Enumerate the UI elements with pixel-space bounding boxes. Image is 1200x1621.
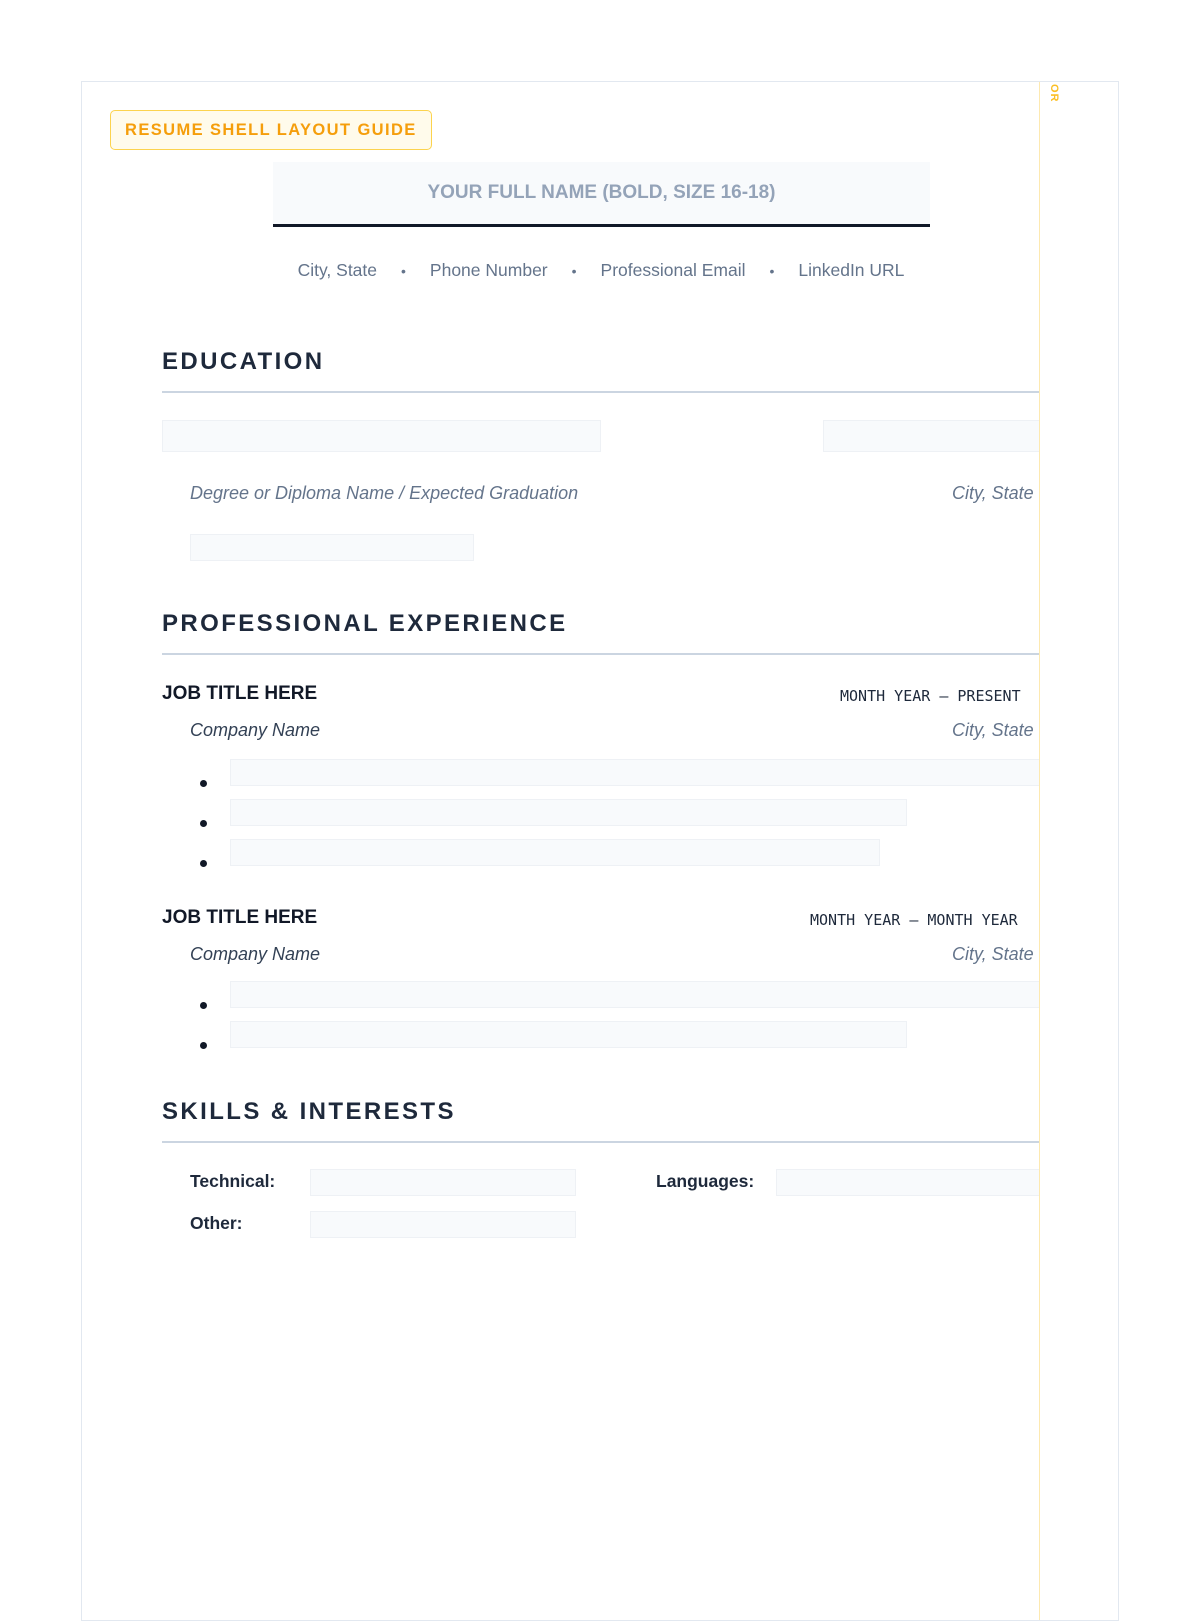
- education-dates-placeholder[interactable]: [823, 420, 1039, 452]
- bullet-text-placeholder[interactable]: [230, 799, 907, 826]
- bullet-text-placeholder[interactable]: [230, 981, 1039, 1008]
- company-name: Company Name: [190, 720, 321, 740]
- job-location: City, State: [952, 944, 1034, 964]
- education-heading: EDUCATION: [162, 348, 325, 375]
- job-dates: MONTH YEAR – PRESENT: [840, 687, 1021, 705]
- experience-heading: PROFESSIONAL EXPERIENCE: [162, 610, 568, 637]
- full-name-placeholder[interactable]: YOUR FULL NAME (BOLD, SIZE 16-18): [273, 162, 930, 227]
- contact-email: Professional Email: [600, 260, 746, 280]
- resume-page: [81, 81, 1119, 1621]
- contact-linkedin: LinkedIn URL: [798, 260, 905, 280]
- contact-phone: Phone Number: [429, 260, 548, 280]
- contact-separator: •: [769, 262, 775, 279]
- skills-heading: SKILLS & INTERESTS: [162, 1098, 456, 1125]
- education-divider: [162, 391, 1039, 393]
- school-name-placeholder[interactable]: [162, 420, 601, 452]
- bullet-point: [200, 780, 207, 787]
- bullet-text-placeholder[interactable]: [230, 759, 1039, 786]
- bullet-point: [200, 860, 207, 867]
- gpa-placeholder[interactable]: [190, 534, 474, 561]
- languages-label: Languages:: [656, 1171, 755, 1191]
- other-label: Other:: [190, 1213, 243, 1233]
- margin-guide-label: OR: [1048, 84, 1060, 103]
- technical-label: Technical:: [190, 1171, 276, 1191]
- layout-guide-badge: RESUME SHELL LAYOUT GUIDE: [110, 110, 432, 150]
- bullet-point: [200, 1042, 207, 1049]
- languages-placeholder[interactable]: [776, 1169, 1039, 1196]
- education-location: City, State: [952, 483, 1034, 503]
- contact-separator: •: [401, 262, 406, 279]
- contact-separator: •: [571, 262, 577, 279]
- margin-guide-line: [1039, 82, 1040, 1620]
- job-title: JOB TITLE HERE: [162, 683, 318, 704]
- experience-divider: [162, 653, 1039, 655]
- bullet-text-placeholder[interactable]: [230, 839, 880, 866]
- degree-line: Degree or Diploma Name / Expected Graduation: [190, 483, 579, 503]
- job-location: City, State: [952, 720, 1034, 740]
- skills-divider: [162, 1141, 1039, 1143]
- other-skills-placeholder[interactable]: [310, 1211, 576, 1238]
- technical-skills-placeholder[interactable]: [310, 1169, 576, 1196]
- job-title: JOB TITLE HERE: [162, 907, 318, 928]
- company-name: Company Name: [190, 944, 321, 964]
- bullet-point: [200, 1002, 207, 1009]
- content-area: [82, 82, 1039, 1620]
- job-dates: MONTH YEAR – MONTH YEAR: [810, 911, 1018, 929]
- bullet-point: [200, 820, 207, 827]
- bullet-text-placeholder[interactable]: [230, 1021, 907, 1048]
- contact-city-state: City, State: [297, 260, 378, 280]
